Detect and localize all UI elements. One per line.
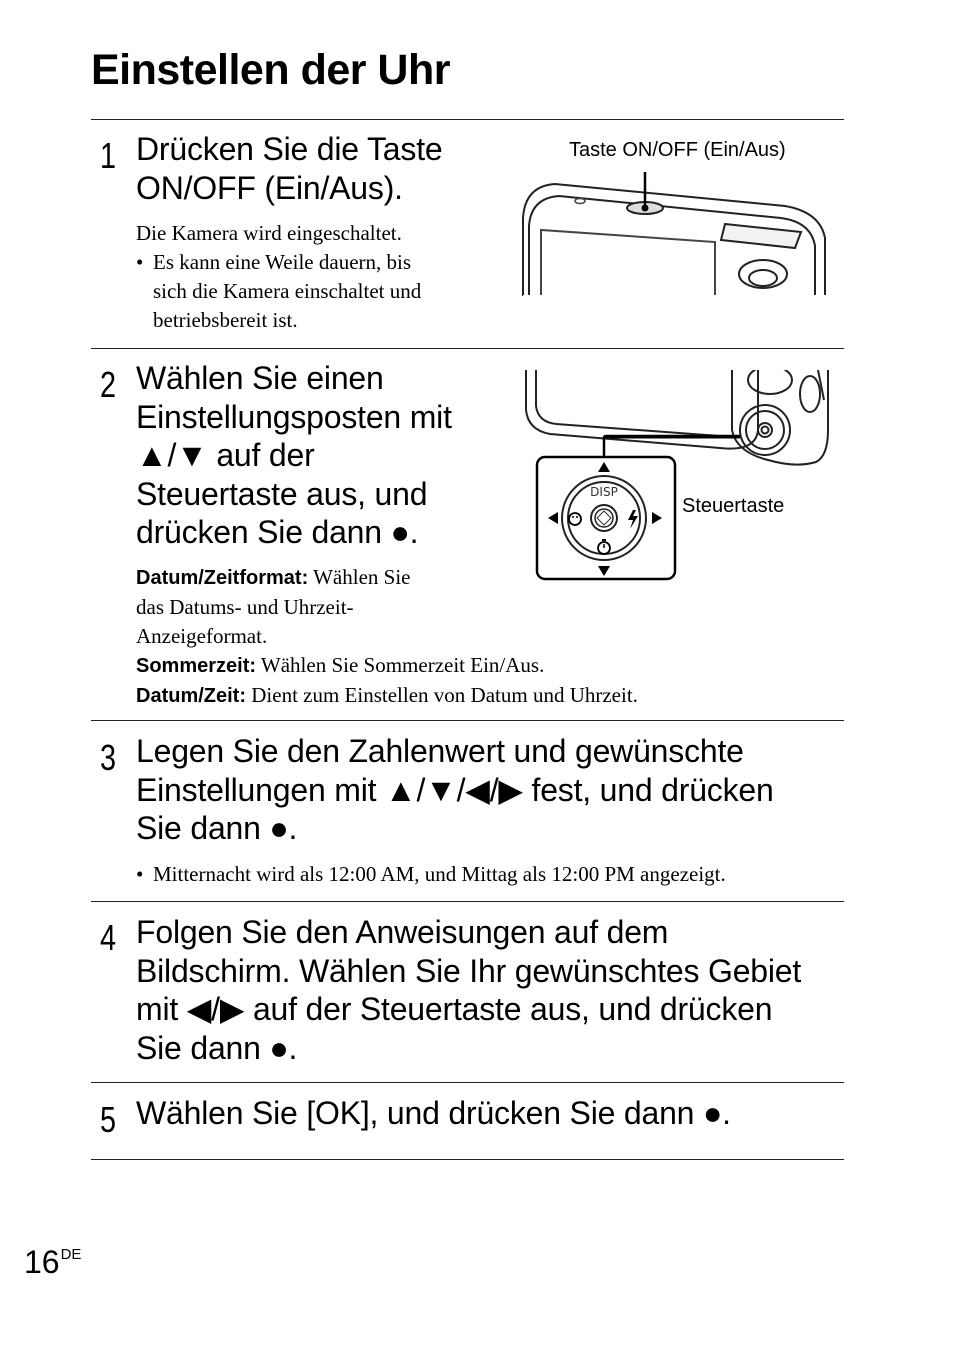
camera-back-illustration	[520, 370, 840, 585]
bullet-text: betriebsbereit ist.	[153, 308, 298, 332]
bullet-item	[136, 248, 421, 277]
definition-list	[136, 563, 638, 711]
divider	[91, 348, 844, 349]
bullet-item	[136, 860, 726, 889]
body-text: Die Kamera wird eingeschaltet.	[136, 221, 402, 245]
bullet-text: Mitternacht wird als 12:00 AM, und Mittag als 12:00 PM angezeigt.	[153, 862, 726, 886]
heading-line: Sie dann ●.	[136, 1029, 298, 1066]
heading-line: Drücken Sie die Taste	[136, 131, 443, 167]
page-number-value: 16	[24, 1244, 60, 1280]
bullet-text: Es kann eine Weile dauern, bis	[153, 250, 412, 274]
disp-label: DISP	[590, 485, 618, 499]
divider	[91, 1159, 844, 1160]
page-number	[24, 1235, 81, 1282]
divider	[91, 1082, 844, 1083]
definition-text: Dient zum Einstellen von Datum und Uhrzeit.	[251, 683, 638, 707]
definition-text: Wählen Sie Sommerzeit Ein/Aus.	[260, 653, 545, 677]
heading-line: Wählen Sie [OK], und drücken Sie dann ●.	[136, 1095, 731, 1131]
definition-item	[136, 681, 638, 711]
definition-term: Sommerzeit:	[136, 655, 257, 677]
heading-line: Einstellungen mit ▲/▼/◀/▶ fest, und drücken	[136, 771, 774, 808]
heading-line: mit ◀/▶ auf der Steuertaste aus, und drücken	[136, 991, 773, 1027]
heading-line: drücken Sie dann ●.	[136, 514, 419, 550]
page-title: Einstellen der Uhr	[91, 46, 450, 94]
camera-top-illustration	[515, 168, 835, 298]
heading-line: Legen Sie den Zahlenwert und gewünschte	[136, 733, 744, 769]
definition-text: das Datums- und Uhrzeit-	[136, 595, 354, 619]
step-number: 4	[100, 917, 117, 958]
definition-text: Wählen Sie	[313, 565, 411, 589]
step-heading	[136, 913, 801, 1067]
step-body	[136, 219, 421, 335]
bullet-glyph: •	[136, 250, 144, 274]
step-heading	[136, 1094, 731, 1133]
heading-line: Wählen Sie einen	[136, 360, 384, 396]
heading-line: Bildschirm. Wählen Sie Ihr gewünschtes Gebiet	[136, 952, 802, 989]
step-heading	[136, 359, 452, 552]
heading-line: ▲/▼ auf der	[136, 437, 315, 473]
bullet-glyph: •	[136, 862, 144, 886]
heading-line: Sie dann ●.	[136, 810, 298, 846]
divider	[91, 720, 844, 721]
divider	[91, 119, 844, 120]
definition-term: Datum/Zeit:	[136, 685, 246, 707]
step-body	[136, 860, 726, 889]
step-number: 3	[100, 737, 117, 778]
divider	[91, 901, 844, 902]
definition-term: Datum/Zeitformat:	[136, 567, 309, 589]
step-number: 2	[100, 364, 117, 405]
definition-text: Anzeigeformat.	[136, 624, 268, 648]
step-number: 1	[100, 135, 117, 176]
step-heading	[136, 732, 774, 848]
heading-line: ON/OFF (Ein/Aus).	[136, 169, 403, 206]
step-number: 5	[100, 1099, 117, 1140]
heading-line: Einstellungsposten mit	[136, 398, 452, 435]
heading-line: Steuertaste aus, und	[136, 475, 428, 512]
callout-label: Taste ON/OFF (Ein/Aus)	[569, 139, 786, 161]
heading-line: Folgen Sie den Anweisungen auf dem	[136, 914, 669, 950]
step-heading	[136, 130, 443, 207]
callout-label: Steuertaste	[682, 495, 785, 517]
page-number-suffix: DE	[60, 1246, 82, 1263]
bullet-text: sich die Kamera einschaltet und	[153, 279, 422, 303]
definition-item	[136, 651, 638, 681]
